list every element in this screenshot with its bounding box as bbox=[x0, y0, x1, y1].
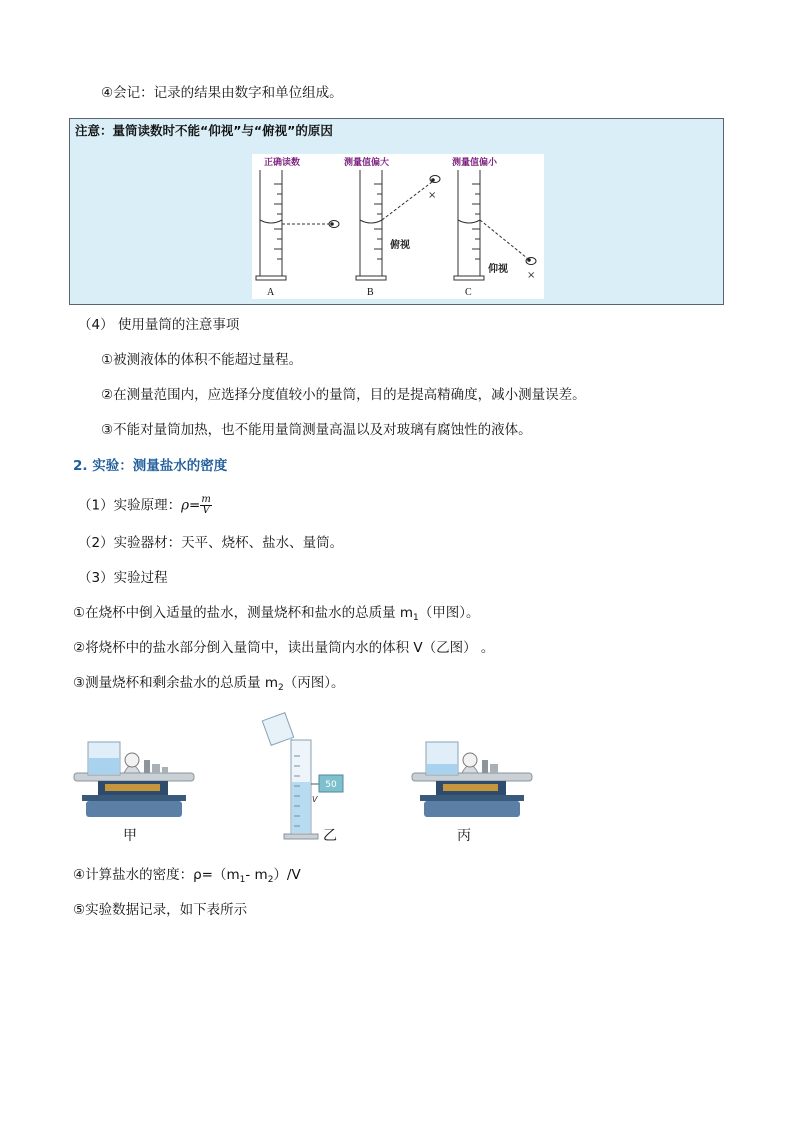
label-yi: 乙 bbox=[323, 828, 337, 844]
sight-line-b bbox=[382, 182, 432, 220]
balance-bing bbox=[412, 742, 532, 817]
equipment-line: （2）实验器材：天平、烧杯、盐水、量筒。 bbox=[78, 535, 344, 551]
view-label-c: 仰视 bbox=[488, 264, 508, 275]
principle-rho: ρ bbox=[181, 497, 190, 514]
section4-item-2: ②在测量范围内，应选择分度值较小的量筒，目的是提高精确度，减小测量误差。 bbox=[101, 387, 586, 403]
cylinder-v: V bbox=[312, 795, 318, 804]
caption-a: 正确读数 bbox=[264, 157, 301, 167]
note-box bbox=[69, 118, 724, 305]
step-4-sub2: 2 bbox=[267, 875, 274, 885]
sight-line-c bbox=[480, 220, 527, 258]
section4-heading: （4） 使用量筒的注意事项 bbox=[78, 317, 240, 333]
cross-mark-b: × bbox=[428, 190, 437, 201]
step-3-sub: 2 bbox=[278, 683, 284, 693]
step-4-sub1: 1 bbox=[239, 875, 246, 885]
principle-line bbox=[78, 495, 212, 516]
experiment-heading: 2. 实验：测量盐水的密度 bbox=[73, 458, 228, 474]
step-4-post: ）/V bbox=[273, 867, 301, 883]
step-1 bbox=[73, 604, 480, 627]
principle-numerator: m bbox=[201, 494, 211, 505]
label-a: A bbox=[267, 287, 275, 298]
step-1-sub: 1 bbox=[413, 613, 419, 623]
cylinder-b bbox=[356, 170, 386, 280]
step-5: ⑤实验数据记录，如下表所示 bbox=[73, 902, 248, 918]
step-4 bbox=[73, 866, 301, 889]
balance-jia bbox=[74, 742, 194, 817]
top-item: ④会记：记录的结果由数字和单位组成。 bbox=[101, 85, 343, 101]
principle-label: （1）实验原理： bbox=[78, 497, 182, 514]
principle-eq: = bbox=[189, 497, 201, 514]
step-1-post: （甲图）。 bbox=[418, 605, 480, 621]
note-title: 注意：量筒读数时不能“仰视”与“俯视”的原因 bbox=[75, 123, 333, 138]
reading-diagram bbox=[252, 154, 544, 299]
step-3 bbox=[73, 674, 345, 697]
cylinder-c bbox=[454, 170, 484, 280]
principle-denominator: V bbox=[202, 505, 210, 516]
step-1-text: ①在烧杯中倒入适量的盐水，测量烧杯和盐水的总质量 m bbox=[73, 605, 414, 621]
cylinder-yi bbox=[262, 713, 343, 839]
label-c: C bbox=[465, 287, 472, 298]
caption-b: 测量值偏大 bbox=[344, 157, 390, 167]
section4-item-1: ①被测液体的体积不能超过量程。 bbox=[101, 352, 303, 368]
step-4-text: ④计算盐水的密度：ρ=（m bbox=[73, 867, 240, 883]
eye-icon-a bbox=[329, 221, 339, 228]
principle-fraction bbox=[200, 495, 211, 516]
cylinder-a bbox=[256, 170, 286, 280]
section4-item-3: ③不能对量筒加热，也不能用量筒测量高温以及对玻璃有腐蚀性的液体。 bbox=[101, 422, 532, 438]
experiment-figures bbox=[60, 712, 550, 852]
cross-mark-c: × bbox=[527, 270, 536, 281]
eye-icon-b bbox=[430, 176, 440, 183]
view-label-b: 俯视 bbox=[390, 240, 410, 251]
step-3-post: （丙图）。 bbox=[283, 675, 345, 691]
eye-icon-c bbox=[526, 258, 536, 265]
cylinder-reading: 50 bbox=[325, 780, 337, 790]
label-b: B bbox=[367, 287, 374, 298]
reading-figure bbox=[252, 154, 544, 299]
process-heading: （3）实验过程 bbox=[78, 570, 168, 586]
label-jia: 甲 bbox=[123, 828, 137, 844]
step-3-text: ③测量烧杯和剩余盐水的总质量 m bbox=[73, 675, 279, 691]
step-2: ②将烧杯中的盐水部分倒入量筒中，读出量筒内水的体积 V（乙图） 。 bbox=[73, 640, 495, 656]
step-4-mid: - m bbox=[245, 867, 268, 883]
caption-c: 测量值偏小 bbox=[452, 157, 498, 167]
label-bing: 丙 bbox=[457, 828, 471, 844]
